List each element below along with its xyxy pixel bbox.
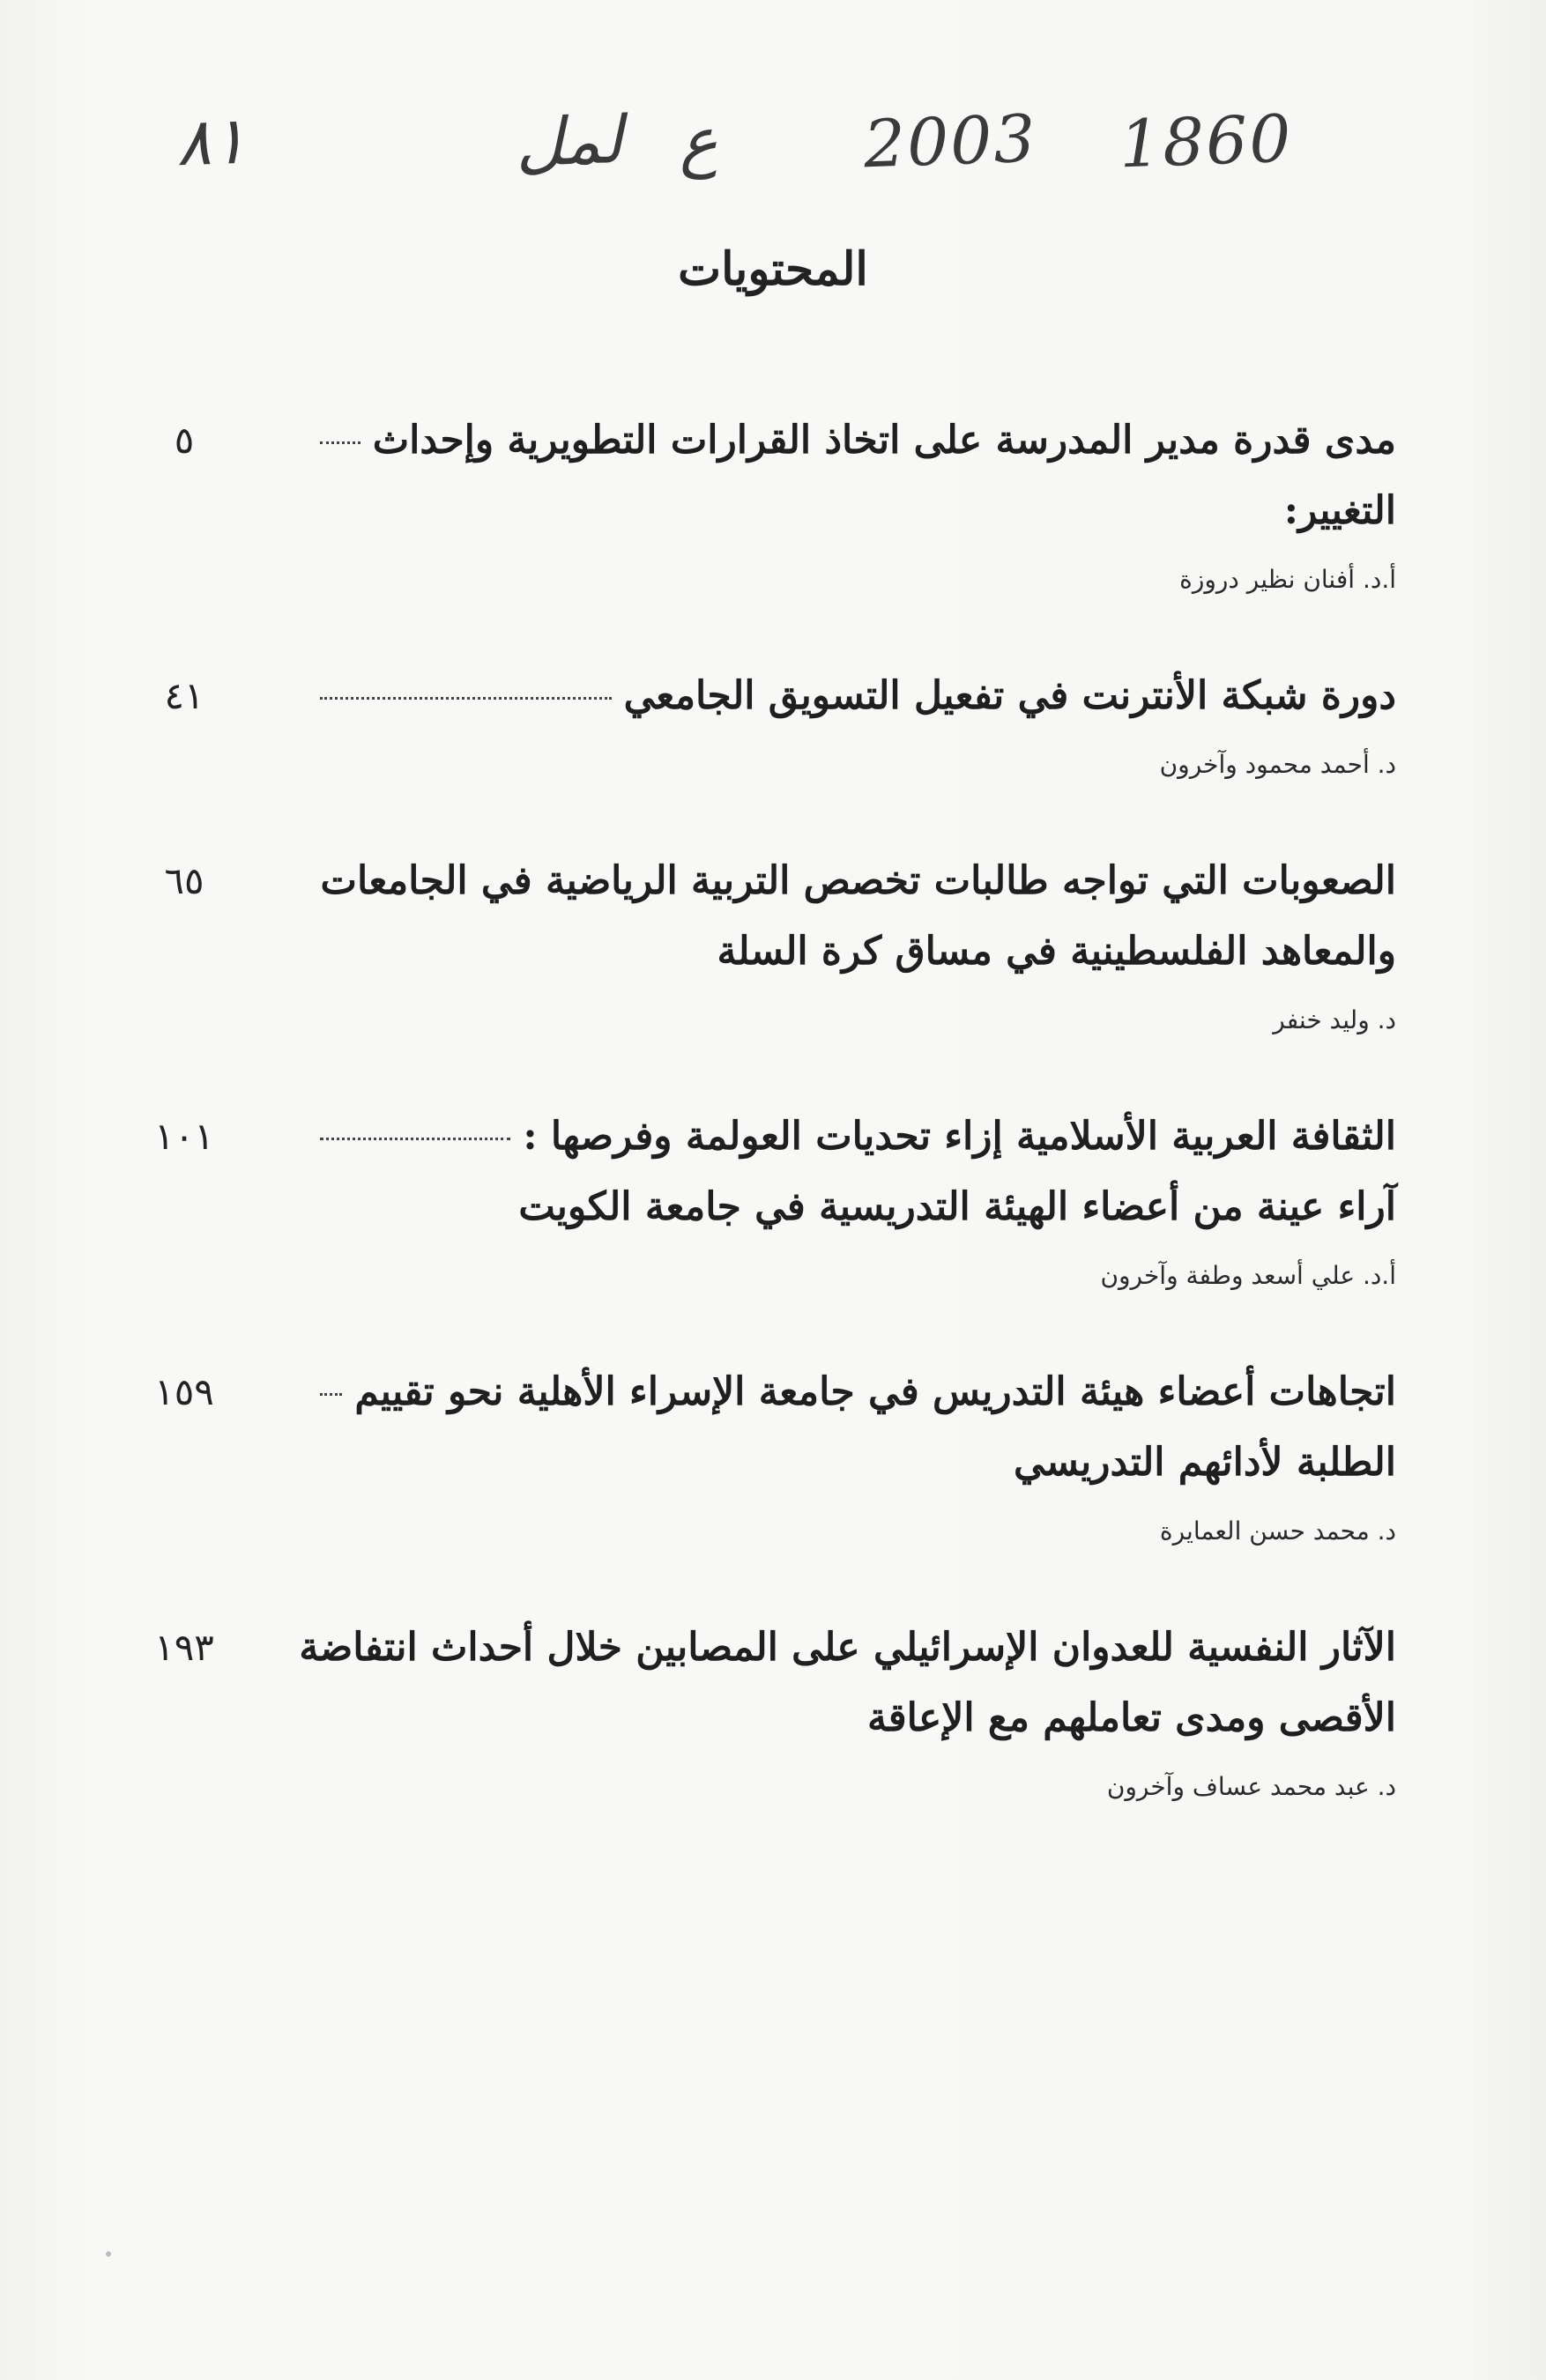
entry-title: [299, 1357, 1396, 1498]
toc-entry[interactable]: [127, 1357, 1396, 1549]
entry-title-continuation: الطلبة لأدائهم التدريسي: [1014, 1440, 1396, 1485]
entry-title-text: الثقافة العربية الأسلامية إزاء تحديات العولمة وفرصها :: [523, 1114, 1396, 1159]
toc-entry[interactable]: [127, 405, 1396, 597]
page-title: المحتويات: [678, 241, 868, 296]
entry-title-text: مدى قدرة مدير المدرسة على اتخاذ القرارات التطويرية وإحداث: [372, 418, 1396, 463]
entry-title-text: الآثار النفسية للعدوان الإسرائيلي على المصابين خلال أحداث انتفاضة: [299, 1625, 1396, 1670]
dot-leader: [320, 1393, 342, 1396]
toc-entry[interactable]: [127, 661, 1396, 782]
entry-title-text: دورة شبكة الأنترنت في تفعيل التسويق الجامعي: [623, 673, 1396, 718]
entry-title: [299, 846, 1396, 987]
entry-title: [299, 1101, 1396, 1242]
entry-page-number: ١٩٣: [154, 1626, 214, 1669]
toc-entry[interactable]: [127, 846, 1396, 1038]
entry-title-continuation: والمعاهد الفلسطينية في مساق كرة السلة: [717, 929, 1396, 974]
entry-title-text: الصعوبات التي تواجه طالبات تخصص التربية الرياضية في الجامعات: [320, 858, 1396, 903]
entry-title-continuation: آراء عينة من أعضاء الهيئة التدريسية في جامعة الكويت: [518, 1184, 1396, 1229]
entry-title-line: [299, 1101, 1396, 1172]
entry-author: د. محمد حسن العمايرة: [1159, 1516, 1396, 1546]
entry-title-text: اتجاهات أعضاء هيئة التدريس في جامعة الإسراء الأهلية نحو تقييم: [354, 1369, 1396, 1414]
entry-page-number: ١٠١: [154, 1115, 214, 1158]
entry-title-line: [299, 846, 1396, 916]
entry-title-continuation: الأقصى ومدى تعاملهم مع الإعاقة: [867, 1695, 1396, 1740]
handwritten-year: 2003: [862, 100, 1038, 183]
entry-author: د. أحمد محمود وآخرون: [1159, 750, 1396, 779]
handwritten-mark: لمل: [514, 101, 624, 182]
handwritten-mark: ع: [677, 103, 719, 181]
handwritten-note: [159, 95, 1304, 192]
dot-leader: [320, 441, 360, 444]
scan-speck: [106, 2251, 111, 2257]
entry-author: د. عبد محمد عساف وآخرون: [1106, 1772, 1396, 1801]
toc-entry[interactable]: [127, 1613, 1396, 1805]
entry-page-number: ٦٥: [164, 859, 204, 902]
dot-leader: [320, 697, 612, 700]
entry-title-continuation: التغيير:: [1283, 488, 1396, 533]
entry-author: د. وليد خنفر: [1273, 1005, 1396, 1034]
entry-page-number: ١٥٩: [154, 1370, 214, 1413]
entry-title: [299, 405, 1396, 546]
dot-leader: [320, 1138, 510, 1140]
entry-title-line: [299, 1357, 1396, 1427]
handwritten-number: 1860: [1118, 100, 1294, 183]
table-of-contents: [127, 405, 1396, 1868]
toc-entry[interactable]: [127, 1101, 1396, 1294]
entry-title: [299, 1613, 1396, 1753]
entry-page-number: ٤١: [164, 674, 204, 717]
entry-author: أ.د. علي أسعد وطفة وآخرون: [1100, 1261, 1396, 1290]
entry-author: أ.د. أفنان نظير دروزة: [1179, 565, 1396, 594]
handwritten-mark: ٨١: [175, 102, 248, 182]
entry-title-line: [299, 661, 1396, 731]
entry-title-line: [299, 405, 1396, 476]
entry-title-line: [299, 1613, 1396, 1683]
entry-title: [299, 661, 1396, 731]
entry-page-number: ٥: [174, 419, 195, 462]
